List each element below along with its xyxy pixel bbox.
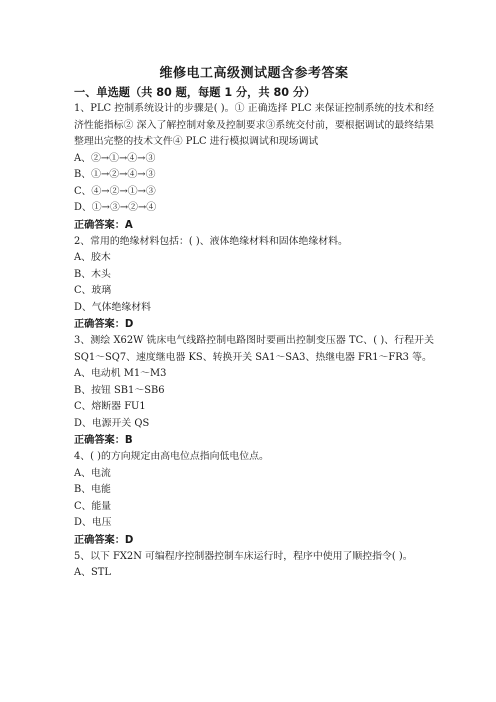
question-4 (74, 449, 434, 549)
document-title: 维修电工高级测试题含参考答案 (159, 66, 349, 81)
answer-line: 正确答案：D (74, 319, 134, 330)
option-a: A、电流 (74, 467, 111, 479)
option-b: B、木头 (74, 268, 111, 280)
question-text: 2、常用的绝缘材料包括：( )、液体绝缘材料和固体绝缘材料。 (74, 235, 348, 247)
option-a: A、STL (74, 567, 111, 578)
question-3 (74, 333, 434, 449)
answer-line: 正确答案：A (74, 219, 133, 231)
question-2 (74, 234, 434, 334)
option-c: C、熔断器 FU1 (74, 401, 146, 412)
answer-line: 正确答案：D (74, 534, 134, 546)
option-c: C、④→②→①→③ (74, 185, 156, 197)
question-text: 4、( )的方向规定由高电位点指向低电位点。 (74, 451, 269, 462)
section-heading: 一、单选题（共 80 题，每题 1 分，共 80 分） (74, 86, 316, 99)
option-d: D、①→③→②→④ (74, 202, 157, 213)
question-1 (74, 101, 434, 234)
question-text: 3、测绘 X62W 铣床电气线路控制电路图时要画出控制变压器 TC、( )、行程开关 SQ1～SQ7、速度继电器 KS、转换开关 SA1～SA3、热继电器 FR1～FR3 等。 (74, 335, 434, 363)
answer-line: 正确答案：B (74, 435, 133, 446)
option-d: D、气体绝缘材料 (74, 301, 152, 313)
option-b: B、电能 (74, 484, 111, 495)
option-a: A、电动机 M1～M3 (74, 368, 167, 379)
option-d: D、电压 (74, 517, 112, 528)
option-d: D、电源开关 QS (74, 417, 150, 429)
question-text: 5、以下 FX2N 可编程序控制器控制车床运行时，程序中使用了顺控指令( )。 (74, 550, 413, 562)
option-a: A、胶木 (74, 252, 111, 263)
option-b: B、按钮 SB1～SB6 (74, 384, 165, 396)
question-5 (74, 549, 434, 582)
option-c: C、能量 (74, 500, 112, 512)
option-b: B、①→②→④→③ (74, 169, 156, 180)
option-c: C、玻璃 (74, 285, 112, 296)
option-a: A、②→①→④→③ (74, 152, 156, 164)
question-text: 1、PLC 控制系统设计的步骤是( )。① 正确选择 PLC 来保证控制系统的技术和经济性能指标② 深入了解控制对象及控制要求③系统交付前，要根据调试的最终结果整理出完整的技术文件④ PLC 进行模拟调试和现场调试 (74, 103, 434, 147)
